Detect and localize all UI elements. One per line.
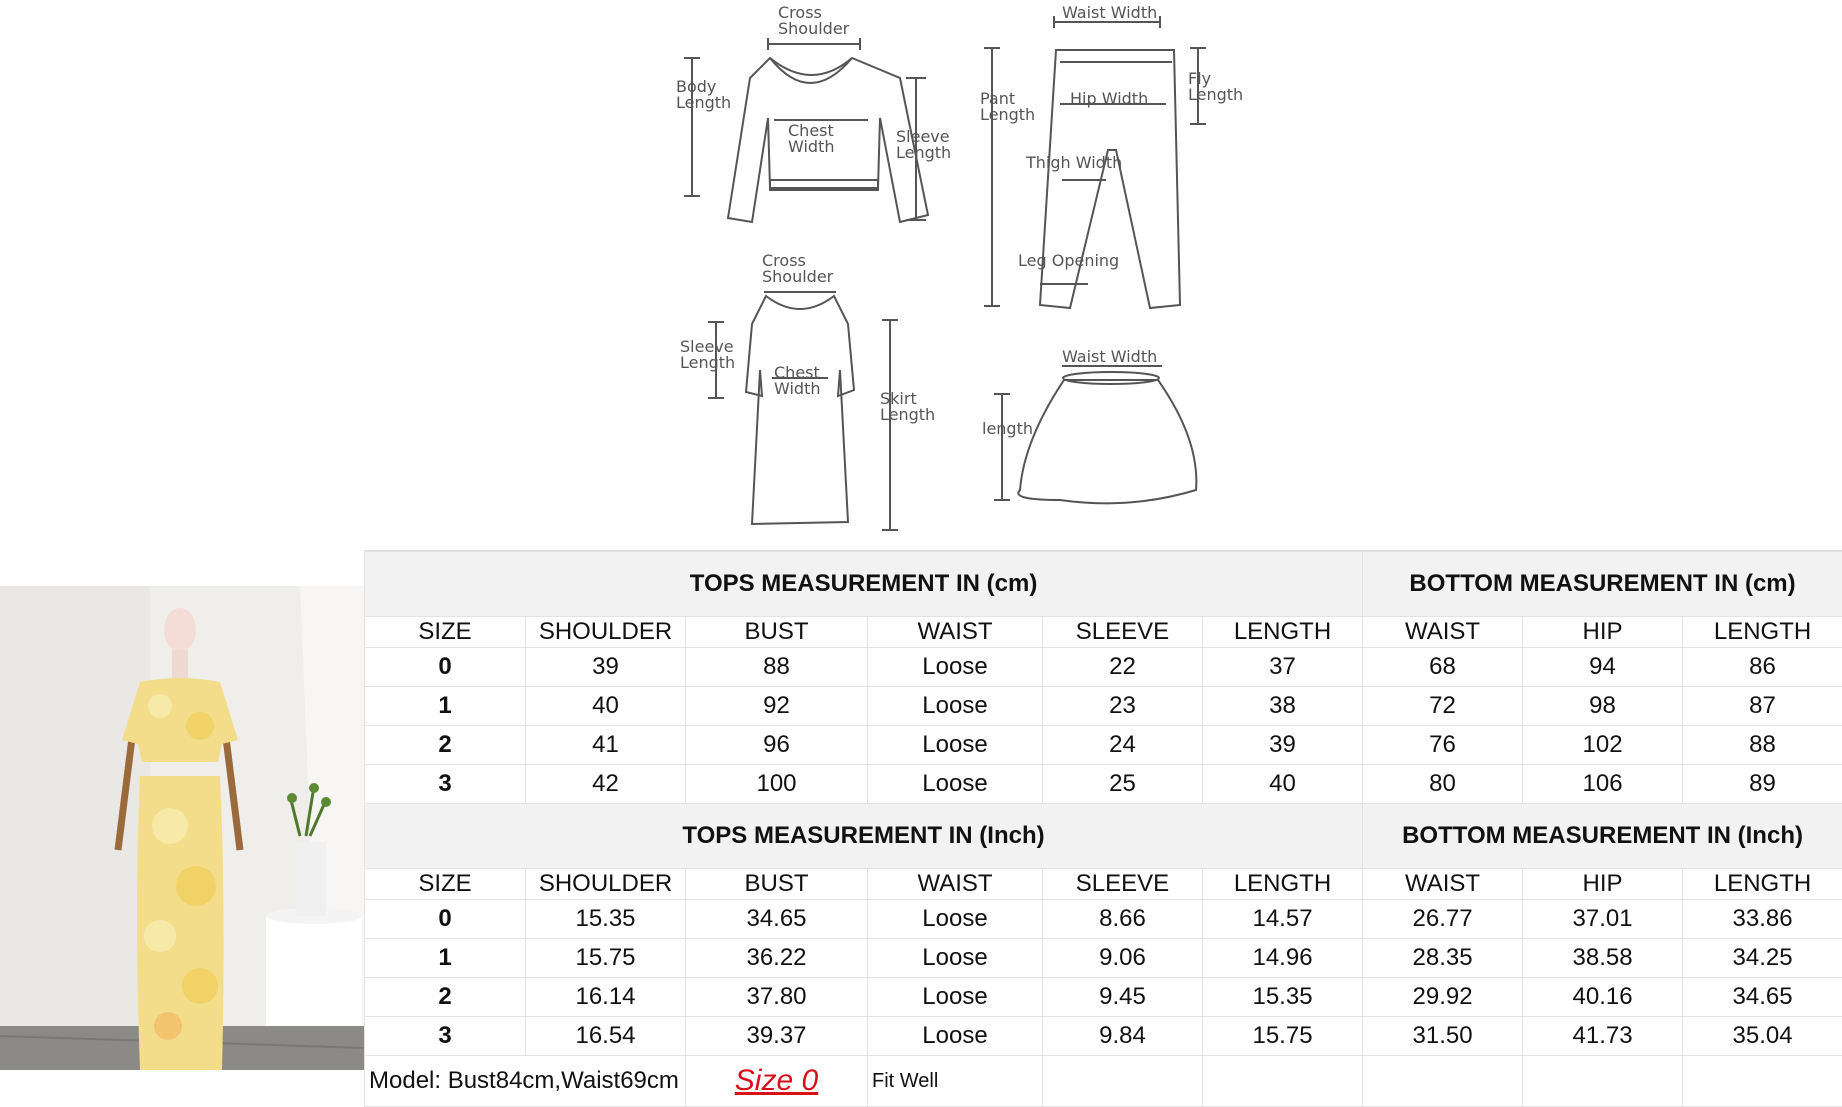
cell: 39: [526, 648, 686, 687]
cell: 80: [1363, 765, 1523, 804]
tops-inch-title: TOPS MEASUREMENT IN (Inch): [365, 804, 1363, 869]
dress-chest-width-label-2: Width: [774, 379, 820, 398]
cell: 102: [1523, 726, 1683, 765]
col-hip: HIP: [1523, 869, 1683, 900]
top-chest-width-label-2: Width: [788, 137, 834, 156]
cell: 22: [1043, 648, 1203, 687]
cell: Loose: [868, 726, 1043, 765]
cell: Loose: [868, 765, 1043, 804]
top-cross-shoulder-label-2: Shoulder: [778, 19, 850, 38]
table-row: [365, 939, 1842, 978]
fit-note: Fit Well: [868, 1056, 1043, 1107]
cell: 2: [365, 978, 526, 1017]
cell: 9.84: [1043, 1017, 1203, 1056]
col-length: LENGTH: [1203, 869, 1363, 900]
cell: 35.04: [1683, 1017, 1842, 1056]
cell: 34.65: [686, 900, 868, 939]
cell: 3: [365, 765, 526, 804]
col-waist: WAIST: [868, 869, 1043, 900]
cell: 94: [1523, 648, 1683, 687]
cell: 39.37: [686, 1017, 868, 1056]
col-length: LENGTH: [1203, 617, 1363, 648]
cell: 42: [526, 765, 686, 804]
top-sleeve-length-label-1: Sleeve: [896, 127, 950, 146]
mannequin-outfit-image: [0, 586, 364, 1070]
cell: 1: [365, 939, 526, 978]
cell: 87: [1683, 687, 1842, 726]
cell: 96: [686, 726, 868, 765]
table-row: [365, 978, 1842, 1017]
cell: 14.96: [1203, 939, 1363, 978]
dress-sleeve-length-label-1: Sleeve: [680, 337, 734, 356]
col-bottom-length: LENGTH: [1683, 617, 1842, 648]
pant-length-label-1: Pant: [980, 89, 1015, 108]
pant-thigh-width-label: Thigh Width: [1025, 153, 1122, 172]
cell: 86: [1683, 648, 1842, 687]
cell: Loose: [868, 648, 1043, 687]
empty-cell: [1043, 1056, 1203, 1107]
top-sleeve-length-label-2: Length: [896, 143, 951, 162]
cell: 92: [686, 687, 868, 726]
top-chest-width-label-1: Chest: [788, 121, 834, 140]
cm-header-row: [365, 552, 1842, 617]
cell: 15.35: [526, 900, 686, 939]
model-info-row: [365, 1056, 1842, 1107]
dress-skirt-length-label-2: Length: [880, 405, 935, 424]
cell: 37: [1203, 648, 1363, 687]
cell: 39: [1203, 726, 1363, 765]
top-body-length-label-2: Length: [676, 93, 731, 112]
cell: 0: [365, 900, 526, 939]
dress-cross-shoulder-label-1: Cross: [762, 251, 806, 270]
cell: 40.16: [1523, 978, 1683, 1017]
model-measurements: Model: Bust84cm,Waist69cm: [365, 1056, 686, 1107]
empty-cell: [1203, 1056, 1363, 1107]
cell: 24: [1043, 726, 1203, 765]
bottom-inch-title: BOTTOM MEASUREMENT IN (Inch): [1363, 804, 1842, 869]
cell: 88: [1683, 726, 1842, 765]
empty-cell: [1363, 1056, 1523, 1107]
col-size: SIZE: [365, 869, 526, 900]
table-row: [365, 900, 1842, 939]
pant-fly-length-label-1: Fly: [1188, 69, 1211, 88]
cell: 34.65: [1683, 978, 1842, 1017]
cell: 33.86: [1683, 900, 1842, 939]
col-shoulder: SHOULDER: [526, 869, 686, 900]
garment-illustrations: [0, 0, 1842, 550]
cell: Loose: [868, 687, 1043, 726]
col-bottom-waist: WAIST: [1363, 617, 1523, 648]
cell: 15.75: [1203, 1017, 1363, 1056]
cell: Loose: [868, 1017, 1043, 1056]
cell: 68: [1363, 648, 1523, 687]
empty-cell: [1683, 1056, 1842, 1107]
col-waist: WAIST: [868, 617, 1043, 648]
table-row: [365, 765, 1842, 804]
inch-header-row: [365, 804, 1842, 869]
col-hip: HIP: [1523, 617, 1683, 648]
cell: 37.80: [686, 978, 868, 1017]
cell: 89: [1683, 765, 1842, 804]
cm-column-headers: [365, 617, 1842, 648]
cell: 15.75: [526, 939, 686, 978]
cell: 29.92: [1363, 978, 1523, 1017]
skirt-waist-width-label: Waist Width: [1062, 347, 1157, 366]
cell: Loose: [868, 978, 1043, 1017]
inch-column-headers: [365, 869, 1842, 900]
cell: 41.73: [1523, 1017, 1683, 1056]
cell: 40: [526, 687, 686, 726]
cell: 9.45: [1043, 978, 1203, 1017]
cell: 40: [1203, 765, 1363, 804]
table-row: [365, 726, 1842, 765]
col-bust: BUST: [686, 869, 868, 900]
cell: 38: [1203, 687, 1363, 726]
cell: 34.25: [1683, 939, 1842, 978]
cell: 2: [365, 726, 526, 765]
cell: 14.57: [1203, 900, 1363, 939]
dress-skirt-length-label-1: Skirt: [880, 389, 917, 408]
cell: 38.58: [1523, 939, 1683, 978]
col-bottom-waist: WAIST: [1363, 869, 1523, 900]
empty-cell: [1523, 1056, 1683, 1107]
dress-sleeve-length-label-2: Length: [680, 353, 735, 372]
dress-outline: [746, 296, 854, 524]
cell: 26.77: [1363, 900, 1523, 939]
table-row: [365, 687, 1842, 726]
product-photo: [0, 586, 364, 1070]
cell: 76: [1363, 726, 1523, 765]
pant-fly-length-label-2: Length: [1188, 85, 1243, 104]
col-sleeve: SLEEVE: [1043, 869, 1203, 900]
cell: 31.50: [1363, 1017, 1523, 1056]
col-bottom-length: LENGTH: [1683, 869, 1842, 900]
cell: Loose: [868, 939, 1043, 978]
cell: 98: [1523, 687, 1683, 726]
table-row: [365, 648, 1842, 687]
cell: 1: [365, 687, 526, 726]
cell: 28.35: [1363, 939, 1523, 978]
tops-cm-title: TOPS MEASUREMENT IN (cm): [365, 552, 1363, 617]
pant-waist-width-label: Waist Width: [1062, 3, 1157, 22]
cell: 41: [526, 726, 686, 765]
cell: Loose: [868, 900, 1043, 939]
cell: 100: [686, 765, 868, 804]
cell: 16.54: [526, 1017, 686, 1056]
skirt-length-label: length: [982, 419, 1033, 438]
dress-cross-shoulder-label-2: Shoulder: [762, 267, 834, 286]
col-sleeve: SLEEVE: [1043, 617, 1203, 648]
pant-hip-width-label: Hip Width: [1070, 89, 1148, 108]
dress-chest-width-label-1: Chest: [774, 363, 820, 382]
cell: 36.22: [686, 939, 868, 978]
size-chart: [364, 550, 1842, 1105]
skirt-outline: [1018, 380, 1196, 503]
pant-leg-opening-label: Leg Opening: [1018, 251, 1119, 270]
col-size: SIZE: [365, 617, 526, 648]
cell: 8.66: [1043, 900, 1203, 939]
cell: 37.01: [1523, 900, 1683, 939]
cell: 88: [686, 648, 868, 687]
cell: 0: [365, 648, 526, 687]
cell: 3: [365, 1017, 526, 1056]
cell: 15.35: [1203, 978, 1363, 1017]
cell: 72: [1363, 687, 1523, 726]
cell: 106: [1523, 765, 1683, 804]
top-cross-shoulder-label-1: Cross: [778, 3, 822, 22]
size-chart-table: [364, 551, 1842, 1107]
model-size: Size 0: [686, 1056, 868, 1107]
bottom-cm-title: BOTTOM MEASUREMENT IN (cm): [1363, 552, 1842, 617]
top-body-length-label-1: Body: [676, 77, 716, 96]
pant-length-label-2: Length: [980, 105, 1035, 124]
col-bust: BUST: [686, 617, 868, 648]
cell: 16.14: [526, 978, 686, 1017]
measurement-diagram: [0, 0, 1842, 550]
cell: 9.06: [1043, 939, 1203, 978]
col-shoulder: SHOULDER: [526, 617, 686, 648]
cell: 25: [1043, 765, 1203, 804]
table-row: [365, 1017, 1842, 1056]
cell: 23: [1043, 687, 1203, 726]
